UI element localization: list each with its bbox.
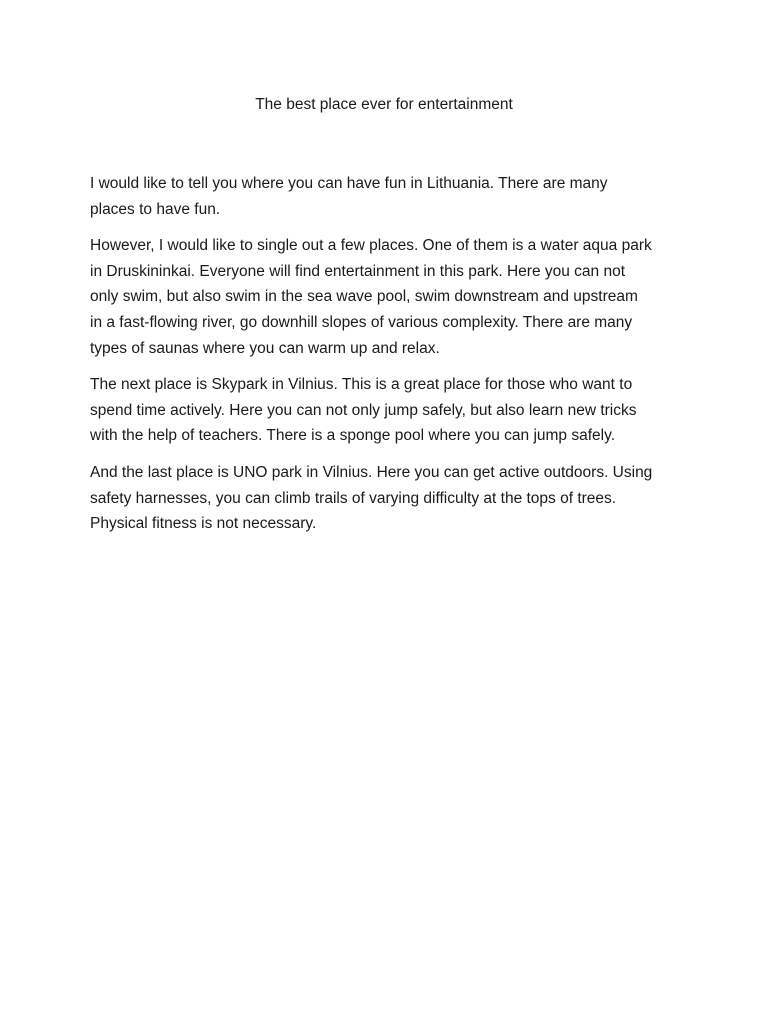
paragraph-line: spend time actively. Here you can not only jump safely, but also learn new tricks [90,401,637,419]
paragraph-line: I would like to tell you where you can have fun in Lithuania. There are many [90,175,608,192]
paragraph-line: And the last place is UNO park in Vilnius. Here you can get active outdoors. Using [90,463,653,481]
paragraph-intro [90,171,690,222]
paragraph-line: However, I would like to single out a few places. One of them is a water aqua park [90,237,652,255]
paragraph-line: only swim, but also swim in the sea wave pool, swim downstream and upstream [90,288,638,306]
paragraph-line: Physical fitness is not necessary. [90,515,317,533]
paragraph-aqua-park [90,233,690,361]
paragraph-line: The next place is Skypark in Vilnius. This is a great place for those who want to [90,376,633,394]
paragraph-line: in Druskininkai. Everyone will find entertainment in this park. Here you can not [90,262,626,280]
paragraph-line: safety harnesses, you can climb trails of varying difficulty at the tops of trees. [90,489,617,507]
paragraph-line: places to have fun. [90,200,221,218]
paragraph-line: types of saunas where you can warm up and relax. [90,339,440,357]
paragraph-uno-park [90,460,690,537]
paragraph-line: with the help of teachers. There is a sponge pool where you can jump safely. [90,427,616,445]
paragraph-line: in a fast-flowing river, go downhill slopes of various complexity. There are many [90,313,633,331]
paragraph-skypark [90,372,690,449]
document-title: The best place ever for entertainment [255,96,513,113]
document-body [90,171,690,548]
